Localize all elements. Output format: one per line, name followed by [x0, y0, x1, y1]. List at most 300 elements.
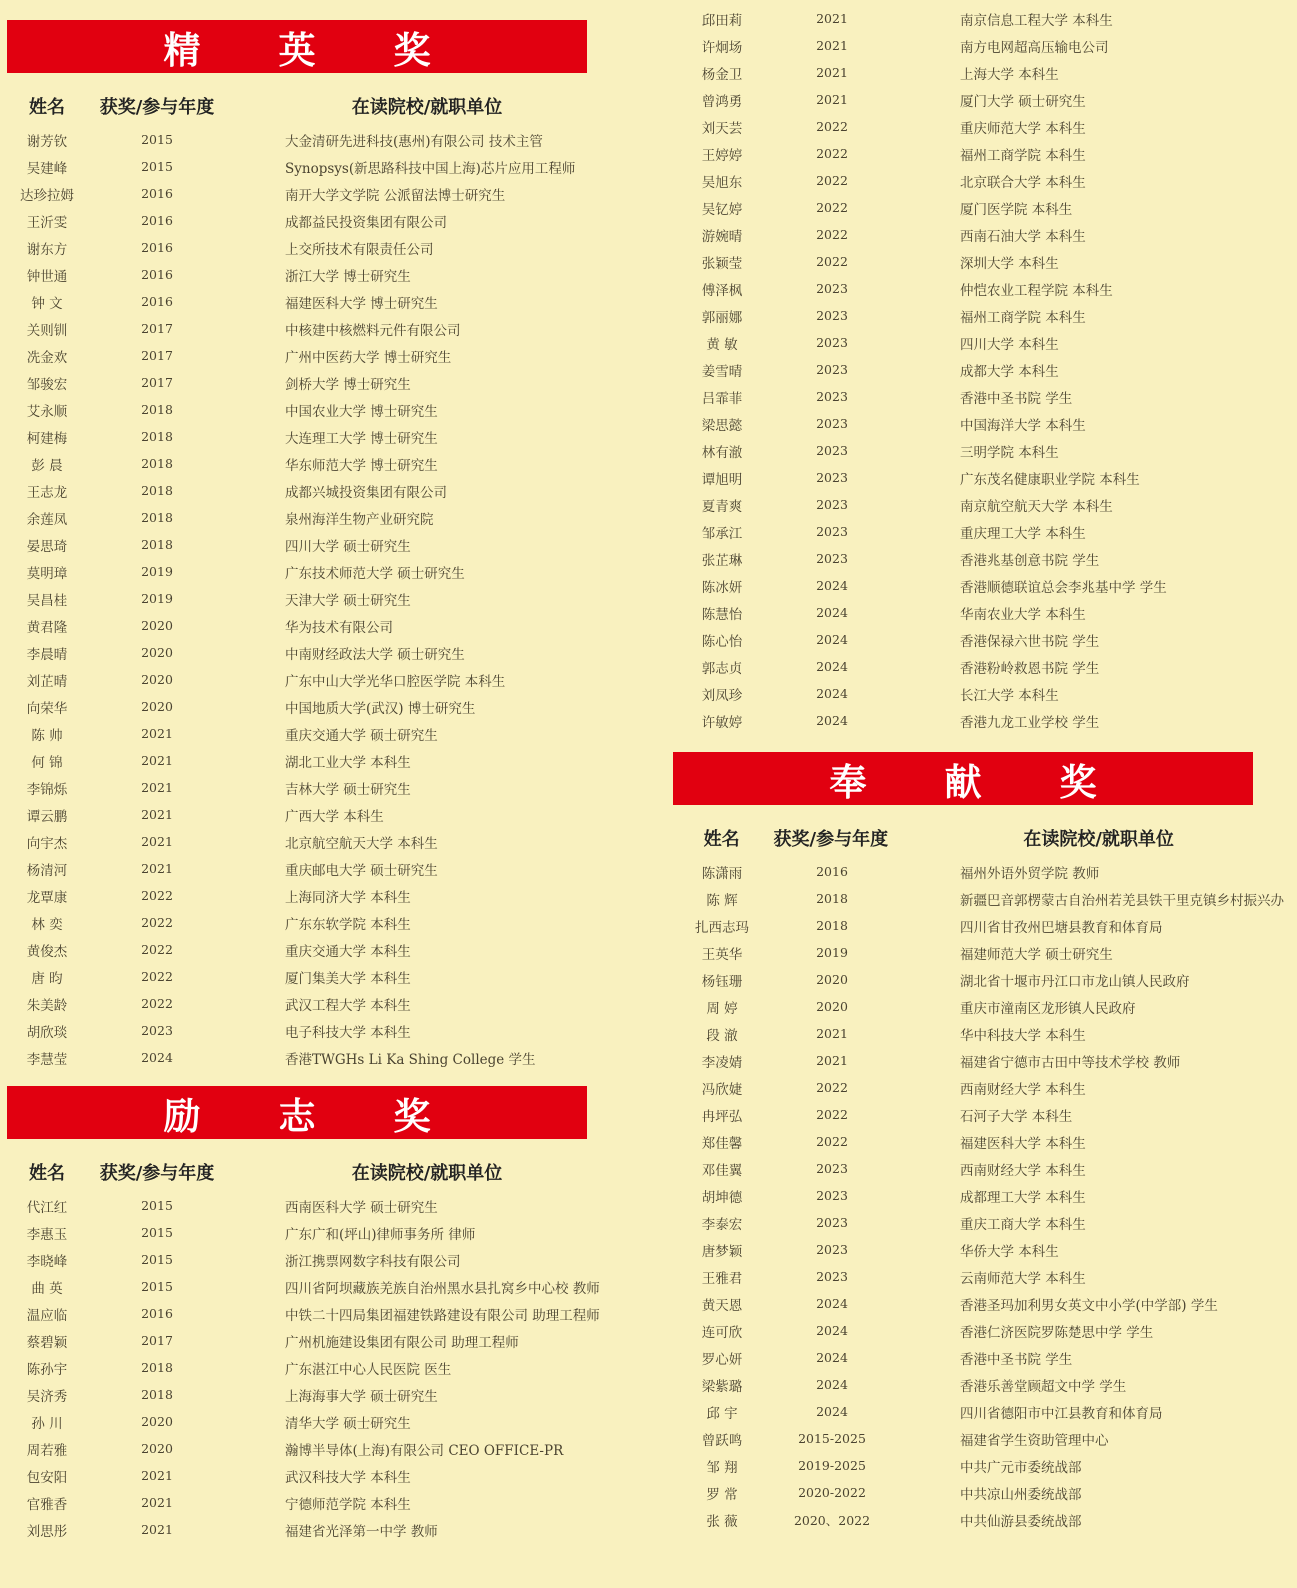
table-row [7, 585, 642, 612]
award-year: 2019 [141, 591, 173, 606]
award-year: 2018 [141, 1387, 173, 1402]
inspire-table-continued [682, 5, 1297, 734]
recipient-name: 莫明璋 [26, 565, 68, 582]
school-or-employer: 广西大学 本科生 [285, 808, 384, 825]
recipient-name: 李锦烁 [26, 781, 68, 798]
school-or-employer: 香港仁济医院罗陈楚思中学 学生 [960, 1324, 1154, 1341]
school-or-employer: 广东茂名健康职业学院 本科生 [960, 471, 1140, 488]
award-year: 2024 [141, 1050, 173, 1065]
table-row [7, 531, 642, 558]
table-row [682, 59, 1297, 86]
recipient-name: 陈心怡 [701, 633, 743, 650]
award-year: 2024 [816, 713, 848, 728]
award-year: 2022 [816, 254, 848, 269]
school-or-employer: 上交所技术有限责任公司 [285, 241, 434, 258]
table-row [7, 558, 642, 585]
award-year: 2023 [816, 1269, 848, 1284]
recipient-name: 梁紫璐 [701, 1378, 743, 1395]
recipient-name: 代江红 [26, 1199, 68, 1216]
table-row [682, 1020, 1297, 1047]
award-year: 2021 [816, 92, 848, 107]
award-year: 2019 [141, 564, 173, 579]
school-or-employer: 四川大学 硕士研究生 [285, 538, 411, 555]
award-year: 2015 [141, 1279, 173, 1294]
recipient-name: 刘凤珍 [701, 687, 743, 704]
table-row [682, 1101, 1297, 1128]
award-year: 2023 [816, 335, 848, 350]
table-row [682, 491, 1297, 518]
school-or-employer: 上海大学 本科生 [960, 66, 1059, 83]
award-year: 2022 [816, 1134, 848, 1149]
recipient-name: 曾鸿勇 [701, 93, 743, 110]
school-or-employer: 新疆巴音郭楞蒙古自治州若羌县铁干里克镇乡村振兴办 [960, 892, 1284, 909]
school-or-employer: 成都理工大学 本科生 [960, 1189, 1086, 1206]
recipient-name: 龙覃康 [26, 889, 68, 906]
recipient-name: 官雅香 [26, 1496, 68, 1513]
award-year: 2018 [816, 918, 848, 933]
table-row [7, 504, 642, 531]
recipient-name: 关则钏 [26, 322, 68, 339]
table-row [682, 912, 1297, 939]
recipient-name: 周 婷 [706, 1000, 738, 1017]
school-or-employer: 广东东软学院 本科生 [285, 916, 411, 933]
award-year: 2024 [816, 578, 848, 593]
recipient-name: 吴钇婷 [701, 201, 743, 218]
recipient-name: 王英华 [701, 946, 743, 963]
award-year: 2021 [816, 1026, 848, 1041]
award-year: 2020、2022 [793, 1512, 871, 1528]
header-name: 姓名 [29, 1163, 65, 1184]
award-year: 2020 [141, 1414, 173, 1429]
table-row [7, 612, 642, 639]
award-year: 2021 [141, 834, 173, 849]
award-year: 2022 [141, 915, 173, 930]
award-year: 2020-2022 [798, 1485, 866, 1500]
recipient-name: 谢东方 [26, 241, 68, 258]
award-year: 2022 [816, 200, 848, 215]
table-row [7, 315, 642, 342]
recipient-name: 冯欣婕 [701, 1081, 743, 1098]
table-row [7, 450, 642, 477]
table-row [7, 1408, 642, 1435]
table-row [682, 1371, 1297, 1398]
table-row [682, 653, 1297, 680]
school-or-employer: 广东中山大学光华口腔医学院 本科生 [285, 673, 506, 690]
school-or-employer: 仲恺农业工程学院 本科生 [960, 282, 1113, 299]
recipient-name: 连可欣 [701, 1324, 743, 1341]
school-or-employer: 厦门大学 硕士研究生 [960, 93, 1086, 110]
award-year: 2015-2025 [798, 1431, 866, 1446]
recipient-name: 吕霏菲 [701, 390, 743, 407]
award-year: 2023 [816, 524, 848, 539]
table-row [7, 855, 642, 882]
table-row [7, 693, 642, 720]
award-year: 2021 [141, 1495, 173, 1510]
school-or-employer: 宁德师范学院 本科生 [285, 1496, 411, 1513]
table-row [682, 383, 1297, 410]
award-year: 2016 [141, 294, 173, 309]
table-row [682, 140, 1297, 167]
award-year: 2023 [816, 389, 848, 404]
award-year: 2024 [816, 1296, 848, 1311]
table-row [7, 207, 642, 234]
recipient-name: 谢芳钦 [26, 133, 68, 150]
school-or-employer: 上海同济大学 本科生 [285, 889, 411, 906]
recipient-name: 林有澈 [701, 444, 743, 461]
table-row [7, 234, 642, 261]
award-year: 2020 [141, 1441, 173, 1456]
recipient-name: 何 锦 [31, 754, 63, 771]
header-unit: 在读院校/就职单位 [351, 97, 503, 118]
school-or-employer: 重庆工商大学 本科生 [960, 1216, 1086, 1233]
award-year: 2017 [141, 321, 173, 336]
table-row [682, 858, 1297, 885]
school-or-employer: 湖北省十堰市丹江口市龙山镇人民政府 [960, 973, 1190, 990]
table-row [682, 966, 1297, 993]
recipient-name: 陈潇雨 [701, 865, 743, 882]
school-or-employer: 香港中圣书院 学生 [960, 1351, 1073, 1368]
table-row [682, 356, 1297, 383]
award-year: 2023 [816, 281, 848, 296]
school-or-employer: 华侨大学 本科生 [960, 1243, 1059, 1260]
recipient-name: 黄俊杰 [26, 943, 68, 960]
award-year: 2022 [816, 1080, 848, 1095]
table-row [682, 1128, 1297, 1155]
table-row [7, 261, 642, 288]
school-or-employer: 福州外语外贸学院 教师 [960, 865, 1100, 882]
table-row [7, 1017, 642, 1044]
recipient-name: 游婉晴 [701, 228, 743, 245]
recipient-name: 傅泽枫 [701, 282, 743, 299]
award-year: 2022 [816, 146, 848, 161]
school-or-employer: 重庆邮电大学 硕士研究生 [285, 862, 438, 879]
school-or-employer: 云南师范大学 本科生 [960, 1270, 1086, 1287]
award-year: 2023 [816, 362, 848, 377]
table-row [682, 167, 1297, 194]
recipient-name: 罗 常 [706, 1486, 738, 1503]
table-row [682, 1074, 1297, 1101]
award-year: 2021 [141, 807, 173, 822]
award-year: 2021 [141, 1522, 173, 1537]
school-or-employer: 香港粉岭救恩书院 学生 [960, 660, 1100, 677]
award-year: 2023 [816, 1215, 848, 1230]
recipient-name: 唐梦颖 [701, 1243, 743, 1260]
award-year: 2022 [141, 888, 173, 903]
school-or-employer: 福建医科大学 博士研究生 [285, 295, 438, 312]
table-row [682, 1506, 1297, 1533]
recipient-name: 冉坪弘 [701, 1108, 743, 1125]
school-or-employer: 厦门集美大学 本科生 [285, 970, 411, 987]
award-year: 2021 [141, 726, 173, 741]
award-year: 2018 [141, 483, 173, 498]
recipient-name: 杨金卫 [701, 66, 743, 83]
table-row [7, 747, 642, 774]
award-year: 2016 [816, 864, 848, 879]
recipient-name: 张颖莹 [701, 255, 743, 272]
award-year: 2021 [816, 1053, 848, 1068]
table-row [682, 572, 1297, 599]
table-row [7, 342, 642, 369]
table-row [7, 1246, 642, 1273]
school-or-employer: 浙江携票网数字科技有限公司 [285, 1253, 461, 1270]
recipient-name: 李晨晴 [26, 646, 68, 663]
recipient-name: 李慧莹 [26, 1051, 68, 1068]
table-row [682, 1236, 1297, 1263]
school-or-employer: 福州工商学院 本科生 [960, 309, 1086, 326]
school-or-employer: 香港乐善堂顾超文中学 学生 [960, 1378, 1127, 1395]
recipient-name: 朱美龄 [26, 997, 68, 1014]
school-or-employer: 中国地质大学(武汉) 博士研究生 [285, 700, 476, 717]
table-row [7, 369, 642, 396]
recipient-name: 刘芷晴 [26, 673, 68, 690]
recipient-name: 邹承江 [701, 525, 743, 542]
school-or-employer: 武汉科技大学 本科生 [285, 1469, 411, 1486]
table-row [682, 410, 1297, 437]
school-or-employer: 重庆师范大学 本科生 [960, 120, 1086, 137]
table-row [682, 302, 1297, 329]
recipient-name: 唐 昀 [31, 970, 63, 987]
table-row [682, 1317, 1297, 1344]
award-year: 2023 [816, 1242, 848, 1257]
table-row [7, 936, 642, 963]
school-or-employer: 厦门医学院 本科生 [960, 201, 1073, 218]
recipient-name: 刘思彤 [26, 1523, 68, 1540]
table-row [7, 1219, 642, 1246]
award-year: 2024 [816, 605, 848, 620]
award-year: 2018 [141, 510, 173, 525]
award-year: 2023 [816, 551, 848, 566]
school-or-employer: 西南财经大学 本科生 [960, 1162, 1086, 1179]
award-year: 2016 [141, 240, 173, 255]
school-or-employer: 中国农业大学 博士研究生 [285, 403, 438, 420]
school-or-employer: 天津大学 硕士研究生 [285, 592, 411, 609]
award-year: 2022 [816, 227, 848, 242]
school-or-employer: 华南农业大学 本科生 [960, 606, 1086, 623]
recipient-name: 冼金欢 [26, 349, 68, 366]
table-row [682, 1344, 1297, 1371]
recipient-name: 李惠玉 [26, 1226, 68, 1243]
recipient-name: 谭旭明 [701, 471, 743, 488]
award-year: 2024 [816, 659, 848, 674]
recipient-name: 向荣华 [26, 700, 68, 717]
recipient-name: 杨清河 [26, 862, 68, 879]
recipient-name: 罗心妍 [701, 1351, 743, 1368]
school-or-employer: 南开大学文学院 公派留法博士研究生 [285, 187, 506, 204]
table-row [682, 939, 1297, 966]
recipient-name: 柯建梅 [26, 430, 68, 447]
award-year: 2015 [141, 132, 173, 147]
recipient-name: 吴建峰 [26, 160, 68, 177]
recipient-name: 陈慧怡 [701, 606, 743, 623]
award-year: 2022 [816, 119, 848, 134]
recipient-name: 钟 文 [31, 295, 63, 312]
recipient-name: 蔡碧颖 [26, 1334, 68, 1351]
award-year: 2023 [816, 470, 848, 485]
award-year: 2020 [141, 699, 173, 714]
recipient-name: 郭丽娜 [701, 309, 743, 326]
recipient-name: 郑佳馨 [701, 1135, 743, 1152]
recipient-name: 林 奕 [31, 916, 63, 933]
table-row [7, 1327, 642, 1354]
school-or-employer: 中铁二十四局集团福建铁路建设有限公司 助理工程师 [285, 1307, 600, 1324]
table-row [7, 666, 642, 693]
recipient-name: 李凌婧 [701, 1054, 743, 1071]
recipient-name: 黄君隆 [26, 619, 68, 636]
recipient-name: 谭云鹏 [26, 808, 68, 825]
table-row [7, 1192, 642, 1219]
school-or-employer: 福建医科大学 本科生 [960, 1135, 1086, 1152]
table-row [682, 680, 1297, 707]
left-column [7, 0, 642, 1543]
recipient-name: 彭 晨 [31, 457, 63, 474]
school-or-employer: 武汉工程大学 本科生 [285, 997, 411, 1014]
table-row [682, 1425, 1297, 1452]
recipient-name: 张 薇 [706, 1513, 738, 1530]
school-or-employer: 广东技术师范大学 硕士研究生 [285, 565, 465, 582]
school-or-employer: 福建省光泽第一中学 教师 [285, 1523, 438, 1540]
table-row [7, 1516, 642, 1543]
table-row [7, 639, 642, 666]
table-row [682, 1209, 1297, 1236]
school-or-employer: 电子科技大学 本科生 [285, 1024, 411, 1041]
recipient-name: 余莲凤 [26, 511, 68, 528]
school-or-employer: 重庆市潼南区龙形镇人民政府 [960, 1000, 1136, 1017]
table-row [682, 885, 1297, 912]
elite-table [7, 126, 642, 1071]
award-year: 2022 [141, 942, 173, 957]
right-column [682, 0, 1297, 1533]
award-year: 2016 [141, 186, 173, 201]
table-row [682, 1182, 1297, 1209]
recipient-name: 扎西志玛 [695, 919, 749, 936]
award-year: 2015 [141, 1198, 173, 1213]
table-row [7, 1354, 642, 1381]
school-or-employer: 福州工商学院 本科生 [960, 147, 1086, 164]
recipient-name: 钟世通 [26, 268, 68, 285]
award-year: 2018 [141, 1360, 173, 1375]
school-or-employer: 石河子大学 本科生 [960, 1108, 1073, 1125]
award-year: 2024 [816, 1350, 848, 1365]
header-year: 获奖/参与年度 [99, 97, 215, 118]
recipient-name: 段 澈 [706, 1027, 738, 1044]
table-row [7, 990, 642, 1017]
school-or-employer: 重庆交通大学 硕士研究生 [285, 727, 438, 744]
award-year: 2020 [816, 972, 848, 987]
school-or-employer: 香港九龙工业学校 学生 [960, 714, 1100, 731]
table-row [682, 113, 1297, 140]
recipient-name: 李泰宏 [701, 1216, 743, 1233]
school-or-employer: 重庆交通大学 本科生 [285, 943, 411, 960]
school-or-employer: 中共凉山州委统战部 [960, 1486, 1082, 1503]
table-row [7, 180, 642, 207]
table-row [7, 1044, 642, 1071]
table-row [7, 720, 642, 747]
school-or-employer: 大连理工大学 博士研究生 [285, 430, 438, 447]
recipient-name: 邹 翔 [706, 1459, 738, 1476]
school-or-employer: 深圳大学 本科生 [960, 255, 1059, 272]
school-or-employer: 南方电网超高压输电公司 [960, 39, 1109, 56]
inspire-table-header [7, 1152, 642, 1192]
award-year: 2022 [141, 969, 173, 984]
award-year: 2022 [816, 173, 848, 188]
school-or-employer: 北京联合大学 本科生 [960, 174, 1086, 191]
recipient-name: 陈 辉 [706, 892, 738, 909]
school-or-employer: 清华大学 硕士研究生 [285, 1415, 411, 1432]
recipient-name: 向宇杰 [26, 835, 68, 852]
header-unit: 在读院校/就职单位 [1023, 829, 1174, 850]
header-year: 获奖/参与年度 [99, 1163, 215, 1184]
table-row [7, 153, 642, 180]
recipient-name: 邱田莉 [701, 12, 743, 29]
table-row [7, 882, 642, 909]
school-or-employer: 中南财经政法大学 硕士研究生 [285, 646, 465, 663]
school-or-employer: 泉州海洋生物产业研究院 [285, 511, 434, 528]
table-row [682, 248, 1297, 275]
school-or-employer: 华东师范大学 博士研究生 [285, 457, 438, 474]
table-row [682, 275, 1297, 302]
award-year: 2018 [141, 456, 173, 471]
recipient-name: 吴旭东 [701, 174, 743, 191]
school-or-employer: 中国海洋大学 本科生 [960, 417, 1086, 434]
award-year: 2022 [141, 996, 173, 1011]
recipient-name: 达珍拉姆 [20, 187, 74, 204]
table-row [682, 1290, 1297, 1317]
dedication-table-header [682, 818, 1297, 858]
table-row [682, 1479, 1297, 1506]
table-row [7, 909, 642, 936]
school-or-employer: 华为技术有限公司 [285, 619, 393, 636]
recipient-name: 邹骏宏 [26, 376, 68, 393]
table-row [7, 1273, 642, 1300]
school-or-employer: 剑桥大学 博士研究生 [285, 376, 411, 393]
recipient-name: 姜雪晴 [701, 363, 743, 380]
school-or-employer: 西南石油大学 本科生 [960, 228, 1086, 245]
table-row [7, 126, 642, 153]
award-year: 2024 [816, 632, 848, 647]
award-year: 2019-2025 [798, 1458, 866, 1473]
recipient-name: 郭志贞 [701, 660, 743, 677]
award-year: 2018 [141, 537, 173, 552]
award-year: 2021 [816, 11, 848, 26]
school-or-employer: 大金清研先进科技(惠州)有限公司 技术主管 [285, 133, 543, 150]
school-or-employer: 香港圣玛加利男女英文中小学(中学部) 学生 [960, 1297, 1218, 1314]
dedication-table [682, 858, 1297, 1533]
award-year: 2015 [141, 1225, 173, 1240]
award-year: 2016 [141, 213, 173, 228]
recipient-name: 胡坤德 [701, 1189, 743, 1206]
award-year: 2024 [816, 1323, 848, 1338]
award-year: 2024 [816, 1377, 848, 1392]
table-row [7, 774, 642, 801]
table-row [7, 963, 642, 990]
school-or-employer: 福建师范大学 硕士研究生 [960, 946, 1113, 963]
table-row [682, 1155, 1297, 1182]
award-year: 2018 [141, 429, 173, 444]
header-unit: 在读院校/就职单位 [351, 1163, 503, 1184]
recipient-name: 邓佳翼 [701, 1162, 743, 1179]
school-or-employer: 广州中医药大学 博士研究生 [285, 349, 452, 366]
recipient-name: 胡欣琰 [26, 1024, 68, 1041]
school-or-employer: 长江大学 本科生 [960, 687, 1059, 704]
table-row [682, 5, 1297, 32]
recipient-name: 刘天芸 [701, 120, 743, 137]
table-row [682, 86, 1297, 113]
table-row [7, 396, 642, 423]
award-year: 2021 [141, 753, 173, 768]
recipient-name: 王雅君 [701, 1270, 743, 1287]
table-row [682, 1263, 1297, 1290]
table-row [682, 194, 1297, 221]
